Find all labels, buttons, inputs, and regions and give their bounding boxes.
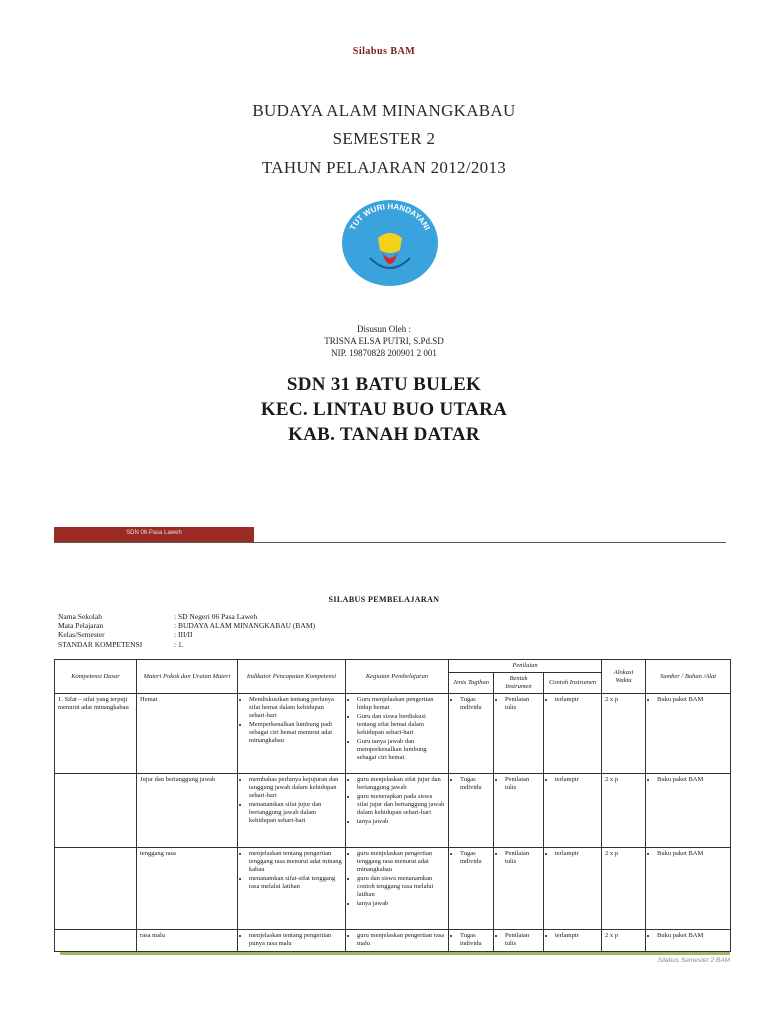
cell-kd: [55, 848, 137, 930]
list-item: • Tugas individu: [460, 776, 490, 792]
cell-contoh: [544, 930, 602, 952]
list-item: • Mendiskusikan tentang perlunya sifat hemat dalam kehidupan sehari-hari: [249, 696, 342, 720]
header-kd: Kompetensi Dasar: [55, 660, 137, 694]
cell-alokasi: [602, 694, 646, 774]
cell-bentuk: [494, 848, 544, 930]
cell-indikator: [238, 930, 346, 952]
table-row: [55, 930, 731, 952]
list-item: • guru menerapkan pada siswa sifat jujur dan bertanggung jawab dalam kehidupan sehari-hari: [357, 793, 445, 817]
cell-bentuk: [494, 930, 544, 952]
cell-jenis: [449, 774, 494, 848]
table-row: [55, 694, 731, 774]
table-row: [55, 848, 731, 930]
silabus-table: [54, 659, 731, 952]
cell-kd: [55, 694, 137, 774]
author-label: Disusun Oleh :: [357, 324, 411, 334]
list-item: • Tugas individu: [460, 696, 490, 712]
list-item: • membahas perlunya kejujuran dan tanggung jawab dalam kehidupan sehari-hari: [249, 776, 342, 800]
silabus-title: SILABUS PEMBELAJARAN: [328, 595, 440, 604]
list-item: • guru menjelaskan pengertian rasa malu: [357, 932, 445, 948]
list-item: • menjelaskan tentang pengertian punya rasa malu: [249, 932, 342, 948]
cell-sumber: [646, 694, 731, 774]
cell-sumber: [646, 848, 731, 930]
header-contoh: Contoh Instrumen: [544, 673, 602, 694]
school-district: KEC. LINTAU BUO UTARA: [260, 399, 508, 420]
cell-contoh: [544, 774, 602, 848]
cell-indikator: [238, 774, 346, 848]
list-item: • Penilaian tulis: [505, 696, 540, 712]
list-item: • Guru menjelaskan pengertian hidup hemat: [357, 696, 445, 712]
logo-motto: TUT WURI HANDAYANI: [348, 201, 432, 232]
list-item: • Buku paket BAM: [657, 932, 727, 940]
cell-indikator: [238, 848, 346, 930]
cell-kegiatan: [346, 774, 449, 848]
footer-line: [60, 952, 730, 955]
cell-jenis: [449, 848, 494, 930]
footer-text: Silabus Semester 2 BAM: [657, 957, 730, 964]
cell-kd: [55, 774, 137, 848]
school-name: SDN 31 BATU BULEK: [286, 374, 482, 395]
cell-materi-text: tenggang rasa: [140, 850, 176, 857]
cell-kegiatan: [346, 694, 449, 774]
info-block: [58, 612, 315, 649]
cell-jenis: [449, 930, 494, 952]
header-kegiatan: Kegiatan Pembelajaran: [346, 660, 449, 694]
cell-kd: [55, 930, 137, 952]
list-item: • guru menjelaskan sifat jujur dan bertanggung jawab: [357, 776, 445, 792]
list-item: • Memperkenalkan lumbung padi sebagai ciri hemat menurut adat minangkabau: [249, 721, 342, 745]
divider: [54, 542, 726, 543]
header-indikator: Indikator Pencapaian Kompetensi: [238, 660, 346, 694]
info-key: STANDAR KOMPETENSI: [58, 639, 143, 649]
table-row: [55, 774, 731, 848]
list-item: • Penilaian tulis: [505, 850, 540, 866]
cell-alokasi: [602, 930, 646, 952]
info-value: : 1.: [174, 639, 184, 649]
header-row: [55, 660, 731, 673]
cell-materi-text: rasa malu: [140, 932, 166, 939]
header-jenis: Jenis Tagihan: [449, 673, 494, 694]
cell-sumber: [646, 774, 731, 848]
header-alokasi: Alokasi Waktu: [602, 660, 646, 694]
cell-indikator: [238, 694, 346, 774]
title-line-2: SEMESTER 2: [332, 129, 436, 148]
header-bentuk: Bentuk Instrumen: [494, 673, 544, 694]
cell-alokasi-text: 2 x p: [605, 850, 619, 857]
list-item: • Tugas individu: [460, 850, 490, 866]
cell-materi: [137, 848, 238, 930]
tut-wuri-handayani-logo: [340, 198, 440, 288]
author-name: TRISNA ELSA PUTRI, S.Pd.SD: [324, 336, 444, 346]
cell-materi: [137, 694, 238, 774]
cell-contoh: [544, 848, 602, 930]
list-item: • Buku paket BAM: [657, 850, 727, 858]
table-body: [55, 694, 731, 952]
header-materi: Materi Pokok dan Uraian Materi: [137, 660, 238, 694]
info-row: [58, 640, 315, 649]
top-mark: Silabus BAM: [352, 46, 416, 57]
list-item: • terlampir: [555, 696, 598, 704]
info-value: : BUDAYA ALAM MINANGKABAU (BAM): [174, 621, 315, 631]
cell-kd-text: 1. Sifat – sifat yang terpuji menurut adat minangkabau: [58, 696, 129, 711]
list-item: • Tugas individu: [460, 932, 490, 948]
list-item: • terlampir: [555, 850, 598, 858]
cell-kegiatan: [346, 930, 449, 952]
list-item: • terlampir: [555, 776, 598, 784]
list-item: • guru dan siswa menanamkan contoh tenggang rasa melalui latihan: [357, 875, 445, 899]
cell-materi-text: Hemat: [140, 696, 158, 703]
info-value: : III/II: [174, 630, 193, 640]
cell-bentuk: [494, 694, 544, 774]
author-nip: NIP. 19870828 200901 2 001: [331, 348, 437, 358]
info-row: [58, 630, 315, 639]
school-bar-label: SDN 06 Pasa Laweh: [126, 530, 182, 536]
info-key: Mata Pelajaran: [58, 621, 104, 631]
cell-alokasi-text: 2 x p: [605, 932, 619, 939]
cell-alokasi-text: 2 x p: [605, 776, 619, 783]
cell-jenis: [449, 694, 494, 774]
title-line-3: TAHUN PELAJARAN 2012/2013: [261, 158, 507, 177]
cell-materi: [137, 930, 238, 952]
list-item: • Guru tanya jawab dan memperkenalkan lumbung sebagai ciri hemat: [357, 738, 445, 762]
cell-materi: [137, 774, 238, 848]
list-item: • menanamkan sifat-sifat tenggang rasa melalui latihan: [249, 875, 342, 891]
header-sumber: Sumber / Bahan /Alat: [646, 660, 731, 694]
list-item: • Buku paket BAM: [657, 776, 727, 784]
logo-emblem: [378, 233, 402, 253]
list-item: • tanya jawab: [357, 818, 445, 826]
cell-bentuk: [494, 774, 544, 848]
cell-kegiatan: [346, 848, 449, 930]
list-item: • menjelaskan tentang pengertian tenggang rasa menurut adat minang kabau: [249, 850, 342, 874]
info-key: Nama Sekolah: [58, 612, 102, 621]
cell-alokasi: [602, 774, 646, 848]
info-key: Kelas/Semester: [58, 630, 105, 640]
cell-alokasi: [602, 848, 646, 930]
cell-contoh: [544, 694, 602, 774]
cell-materi-text: Jujur dan bertanggung jawab: [140, 776, 216, 783]
list-item: • terlampir: [555, 932, 598, 940]
list-item: • tanya jawab: [357, 900, 445, 908]
list-item: • menanamkan sifat jujur dan bertanggung jawab dalam kehidupan sehari-hari: [249, 801, 342, 825]
list-item: • Buku paket BAM: [657, 696, 727, 704]
list-item: • guru menjelaskan pengertian tenggang rasa menurut adat minangkabau: [357, 850, 445, 874]
info-value: : SD Negeri 06 Pasa Laweh: [174, 612, 258, 621]
cell-sumber: [646, 930, 731, 952]
list-item: • Penilaian tulis: [505, 776, 540, 792]
info-row: [58, 612, 315, 621]
list-item: • Guru dan siswa berdiskusi tentang sifat hemat dalam kehidupan sehari-hari: [357, 713, 445, 737]
school-regency: KAB. TANAH DATAR: [288, 424, 480, 445]
title-line-1: BUDAYA ALAM MINANGKABAU: [252, 101, 516, 120]
list-item: • Penilaian tulis: [505, 932, 540, 948]
cell-alokasi-text: 2 x p: [605, 696, 619, 703]
info-row: [58, 621, 315, 630]
header-penilaian: Penilaian: [449, 660, 602, 673]
